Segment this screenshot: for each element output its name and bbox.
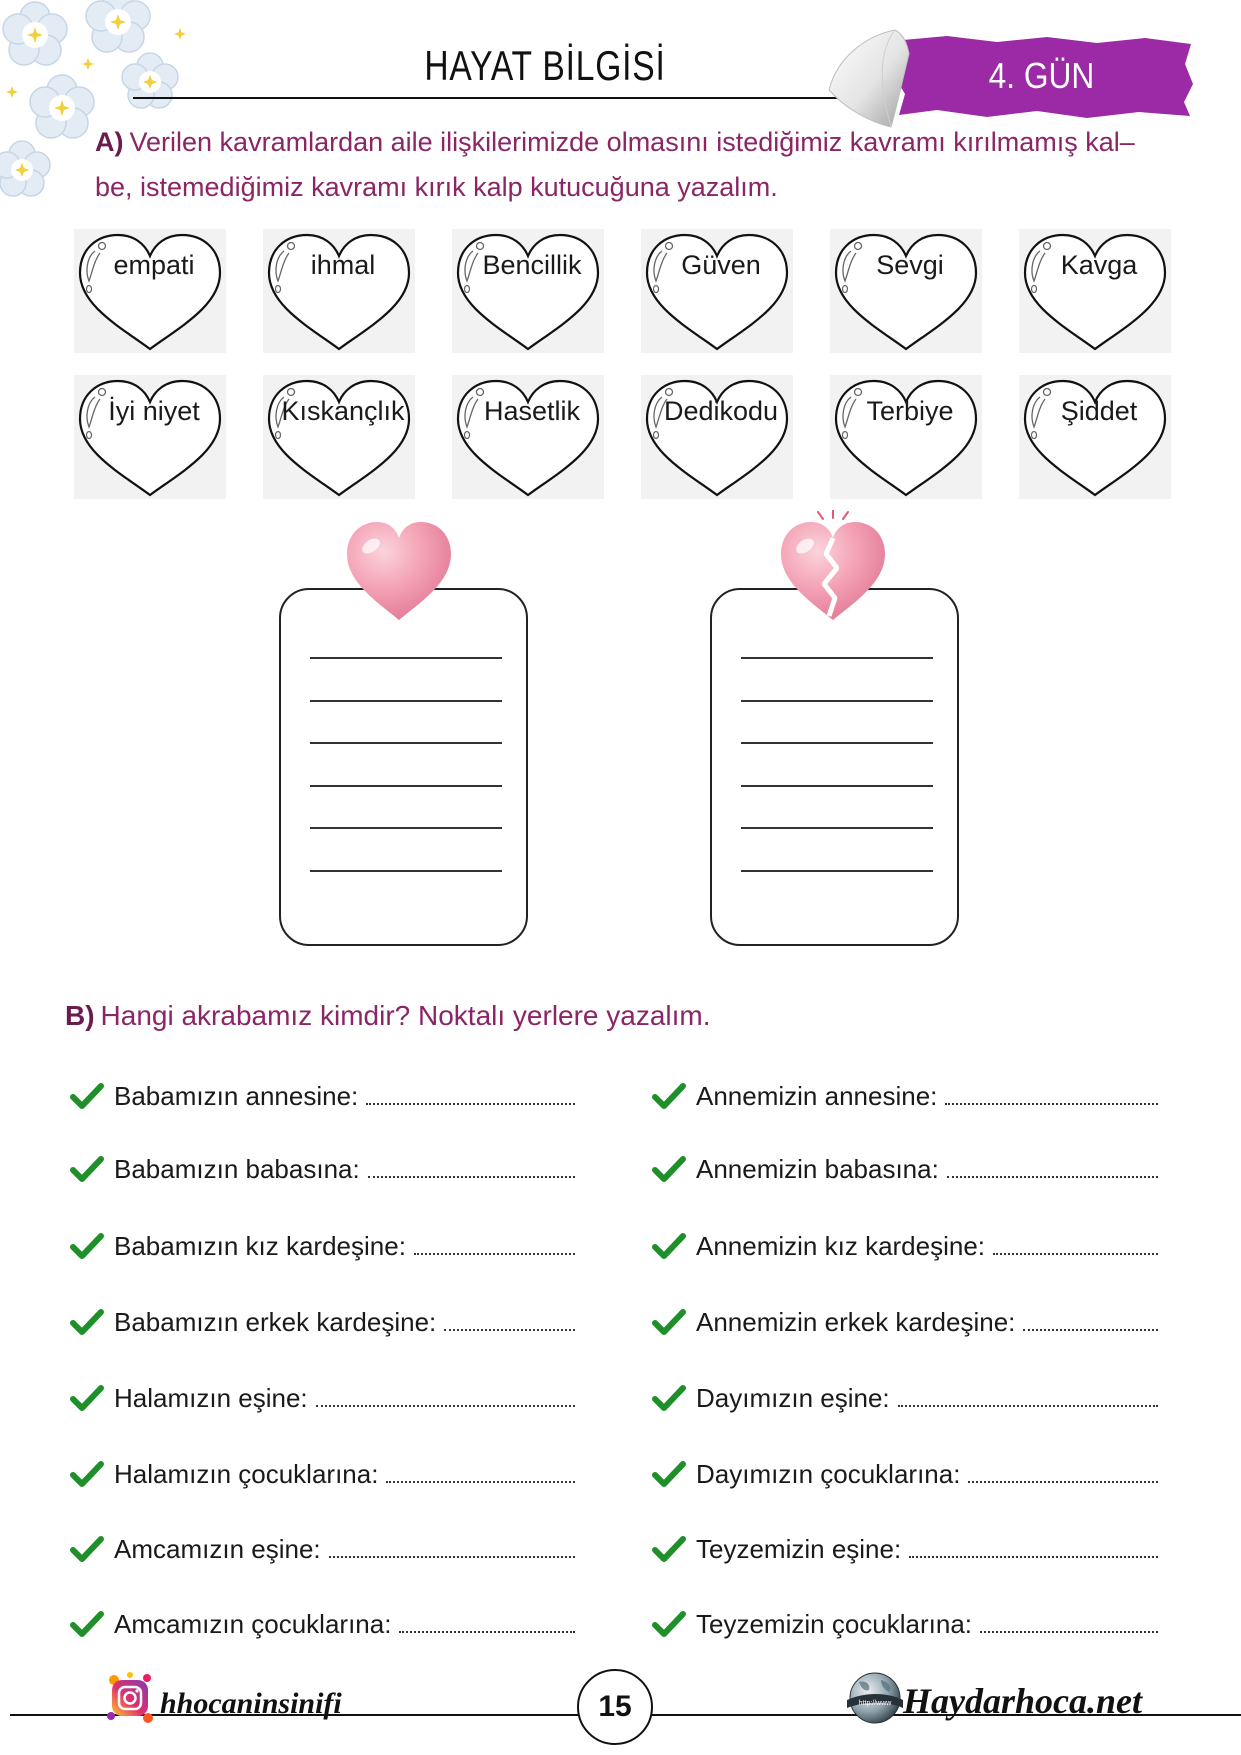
relative-question [652, 1298, 1158, 1342]
question-label: Halamızın çocuklarına: [114, 1459, 379, 1489]
check-icon [652, 1308, 686, 1336]
concept-hearts-grid [74, 229, 1171, 499]
check-icon [70, 1082, 104, 1110]
relative-question [652, 1222, 1158, 1266]
relative-question [652, 1374, 1158, 1418]
section-b-instruction [65, 996, 711, 1036]
relative-question [70, 1222, 575, 1266]
relative-question [70, 1600, 575, 1644]
check-icon [652, 1460, 686, 1488]
globe-icon [845, 1670, 905, 1726]
answer-line[interactable] [310, 785, 502, 787]
globe-url-text: http://www [858, 1700, 892, 1707]
answer-blank[interactable] [329, 1556, 575, 1558]
concept-heart [452, 229, 604, 353]
concept-label: Bencillik [482, 250, 582, 280]
relative-question [652, 1072, 1158, 1116]
instagram-handle: hhocaninsinifi [160, 1687, 342, 1720]
concept-heart [452, 375, 604, 499]
concept-label: Dedikodu [663, 396, 779, 426]
relative-question [70, 1298, 575, 1342]
check-icon [70, 1535, 104, 1563]
concept-heart [830, 229, 982, 353]
answer-line[interactable] [741, 785, 933, 787]
question-label: Halamızın eşine: [114, 1383, 308, 1413]
concept-heart [641, 375, 793, 499]
concept-label: Sevgi [876, 250, 944, 280]
answer-line[interactable] [310, 827, 502, 829]
check-icon [652, 1384, 686, 1412]
check-icon [652, 1155, 686, 1183]
title-underline [133, 97, 853, 99]
answer-line[interactable] [310, 700, 502, 702]
concept-label: Hasetlik [483, 396, 581, 426]
question-label: Babamızın kız kardeşine: [114, 1231, 406, 1261]
section-b-text: Hangi akrabamız kimdir? Noktalı yerlere yazalım. [100, 1000, 711, 1031]
day-badge [887, 34, 1196, 118]
question-label: Babamızın babasına: [114, 1154, 360, 1184]
concept-label: İyi niyet [108, 396, 200, 426]
question-label: Dayımızın çocuklarına: [696, 1459, 961, 1489]
question-label: Dayımızın eşine: [696, 1383, 890, 1413]
question-label: Annemizin erkek kardeşine: [696, 1307, 1016, 1337]
answer-line[interactable] [741, 870, 933, 872]
answer-blank[interactable] [947, 1176, 1158, 1178]
concept-label: Terbiye [866, 396, 954, 426]
answer-line[interactable] [310, 742, 502, 744]
answer-blank[interactable] [366, 1103, 575, 1105]
concept-heart [263, 229, 415, 353]
question-label: Teyzemizin eşine: [696, 1534, 902, 1564]
relative-question [70, 1374, 575, 1418]
answer-blank[interactable] [968, 1481, 1158, 1483]
check-icon [70, 1155, 104, 1183]
check-icon [70, 1460, 104, 1488]
concept-label: empati [113, 250, 195, 280]
answer-blank[interactable] [898, 1405, 1158, 1407]
check-icon [652, 1535, 686, 1563]
answer-blank[interactable] [945, 1103, 1158, 1105]
concept-heart [74, 229, 226, 353]
question-label: Babamızın erkek kardeşine: [114, 1307, 437, 1337]
answer-blank[interactable] [316, 1405, 575, 1407]
check-icon [652, 1082, 686, 1110]
concept-label: ihmal [310, 250, 376, 280]
answer-line[interactable] [741, 700, 933, 702]
concept-label: Kavga [1060, 250, 1138, 280]
relative-question [70, 1525, 575, 1569]
answer-blank[interactable] [993, 1253, 1158, 1255]
answer-blank[interactable] [399, 1631, 575, 1633]
page-number: 15 [577, 1669, 653, 1745]
section-a-instruction-line-1 [95, 124, 1135, 160]
answer-blank[interactable] [980, 1631, 1158, 1633]
concept-heart [263, 375, 415, 499]
concept-label: Güven [681, 250, 761, 280]
page-title: HAYAT BİLGİSİ [424, 42, 666, 89]
answer-blank[interactable] [444, 1329, 575, 1331]
relative-question [70, 1450, 575, 1494]
check-icon [70, 1610, 104, 1638]
answer-blank[interactable] [909, 1556, 1158, 1558]
concept-heart [1019, 375, 1171, 499]
section-b-label: B) [65, 1000, 95, 1031]
relative-question [652, 1600, 1158, 1644]
question-label: Babamızın annesine: [114, 1081, 359, 1111]
concept-heart [1019, 229, 1171, 353]
check-icon [70, 1308, 104, 1336]
answer-line[interactable] [741, 827, 933, 829]
concept-label: Kıskançlık [281, 396, 405, 426]
check-icon [652, 1232, 686, 1260]
relative-question [652, 1450, 1158, 1494]
relative-question [652, 1525, 1158, 1569]
answer-line[interactable] [741, 657, 933, 659]
concept-heart [74, 375, 226, 499]
question-label: Amcamızın eşine: [114, 1534, 321, 1564]
day-badge-label: 4. GÜN [988, 55, 1095, 96]
unbroken-heart-answer-box [279, 588, 528, 946]
answer-line[interactable] [310, 657, 502, 659]
page-curl-decoration [825, 28, 910, 129]
concept-label: Şiddet [1060, 396, 1138, 426]
answer-blank[interactable] [368, 1176, 575, 1178]
question-label: Annemizin kız kardeşine: [696, 1231, 986, 1261]
question-label: Amcamızın çocuklarına: [114, 1609, 392, 1639]
relative-question [70, 1072, 575, 1116]
section-a-instruction-line-2: be, istemediğimiz kavramı kırık kalp kutucuğuna yazalım. [95, 172, 778, 202]
question-label: Teyzemizin çocuklarına: [696, 1609, 972, 1639]
answer-blank[interactable] [1023, 1329, 1158, 1331]
instagram-icon [107, 1671, 153, 1723]
relative-question [652, 1145, 1158, 1189]
check-icon [652, 1610, 686, 1638]
question-label: Annemizin annesine: [696, 1081, 938, 1111]
check-icon [70, 1384, 104, 1412]
answer-line[interactable] [741, 742, 933, 744]
check-icon [70, 1232, 104, 1260]
relative-question [70, 1145, 575, 1189]
concept-heart [641, 229, 793, 353]
site-name: Haydarhoca.net [903, 1681, 1142, 1721]
broken-heart-icon [777, 510, 889, 624]
answer-blank[interactable] [386, 1481, 575, 1483]
answer-line[interactable] [310, 870, 502, 872]
broken-heart-answer-box [710, 588, 959, 946]
answer-blank[interactable] [414, 1253, 575, 1255]
section-a-label: A) [95, 127, 124, 157]
question-label: Annemizin babasına: [696, 1154, 939, 1184]
concept-heart [830, 375, 982, 499]
section-a-text-1: Verilen kavramlardan aile ilişkilerimizde olmasını istediğimiz kavramı kırılmamış kal– [129, 127, 1135, 157]
heart-icon [343, 518, 455, 624]
